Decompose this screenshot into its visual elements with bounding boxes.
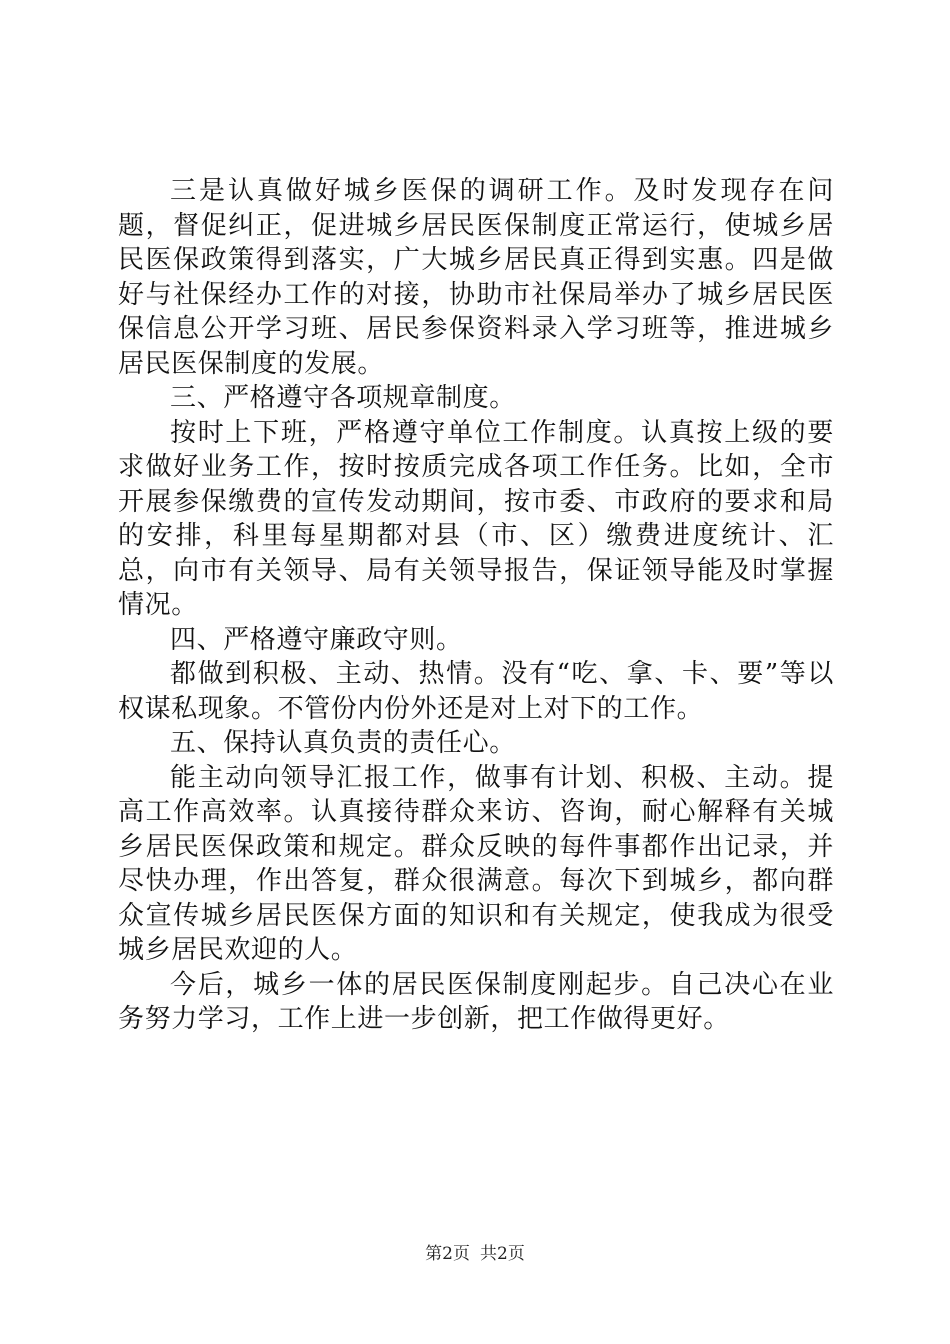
heading-integrity: 四、严格遵守廉政守则。 — [170, 624, 463, 655]
paragraph-integrity: 都做到积极、主动、热情。没有“吃、拿、卡、要”等以权谋私现象。不管份内份外还是对上对下的工作。 — [118, 659, 834, 724]
paragraph-responsibility: 能主动向领导汇报工作，做事有计划、积极、主动。提高工作高效率。认真接待群众来访、咨询，耐心解释有关城乡居民医保政策和规定。群众反映的每件事都作出记录，并尽快办理，作出答复，群众很满意。每次下到城乡，都向群众宣传城乡居民医保方面的知识和有关规定，使我成为很受城乡居民欢迎的人。 — [118, 762, 834, 965]
paragraph-future: 今后，城乡一体的居民医保制度刚起步。自己决心在业务努力学习，工作上进一步创新，把工作做得更好。 — [118, 969, 834, 1034]
heading-rules: 三、严格遵守各项规章制度。 — [170, 383, 516, 413]
page-number-total: 共2页 — [480, 1244, 525, 1264]
page-number-current: 第2页 — [425, 1244, 470, 1264]
heading-responsibility: 五、保持认真负责的责任心。 — [170, 728, 516, 758]
paragraph-research-work: 三是认真做好城乡医保的调研工作。及时发现存在问题，督促纠正，促进城乡居民医保制度正常运行，使城乡居民医保政策得到落实，广大城乡居民真正得到实惠。四是做好与社保经办工作的对接，协助市社保局举办了城乡居民医保信息公开学习班、居民参保资料录入学习班等，推进城乡居民医保制度的发展。 — [118, 176, 834, 379]
document-body — [118, 174, 834, 1037]
page-footer — [0, 1242, 950, 1266]
paragraph-work-hours: 按时上下班，严格遵守单位工作制度。认真按上级的要求做好业务工作，按时按质完成各项工作任务。比如，全市开展参保缴费的宣传发动期间，按市委、市政府的要求和局的安排，科里每星期都对县（市、区）缴费进度统计、汇总，向市有关领导、局有关领导报告，保证领导能及时掌握情况。 — [118, 417, 834, 620]
